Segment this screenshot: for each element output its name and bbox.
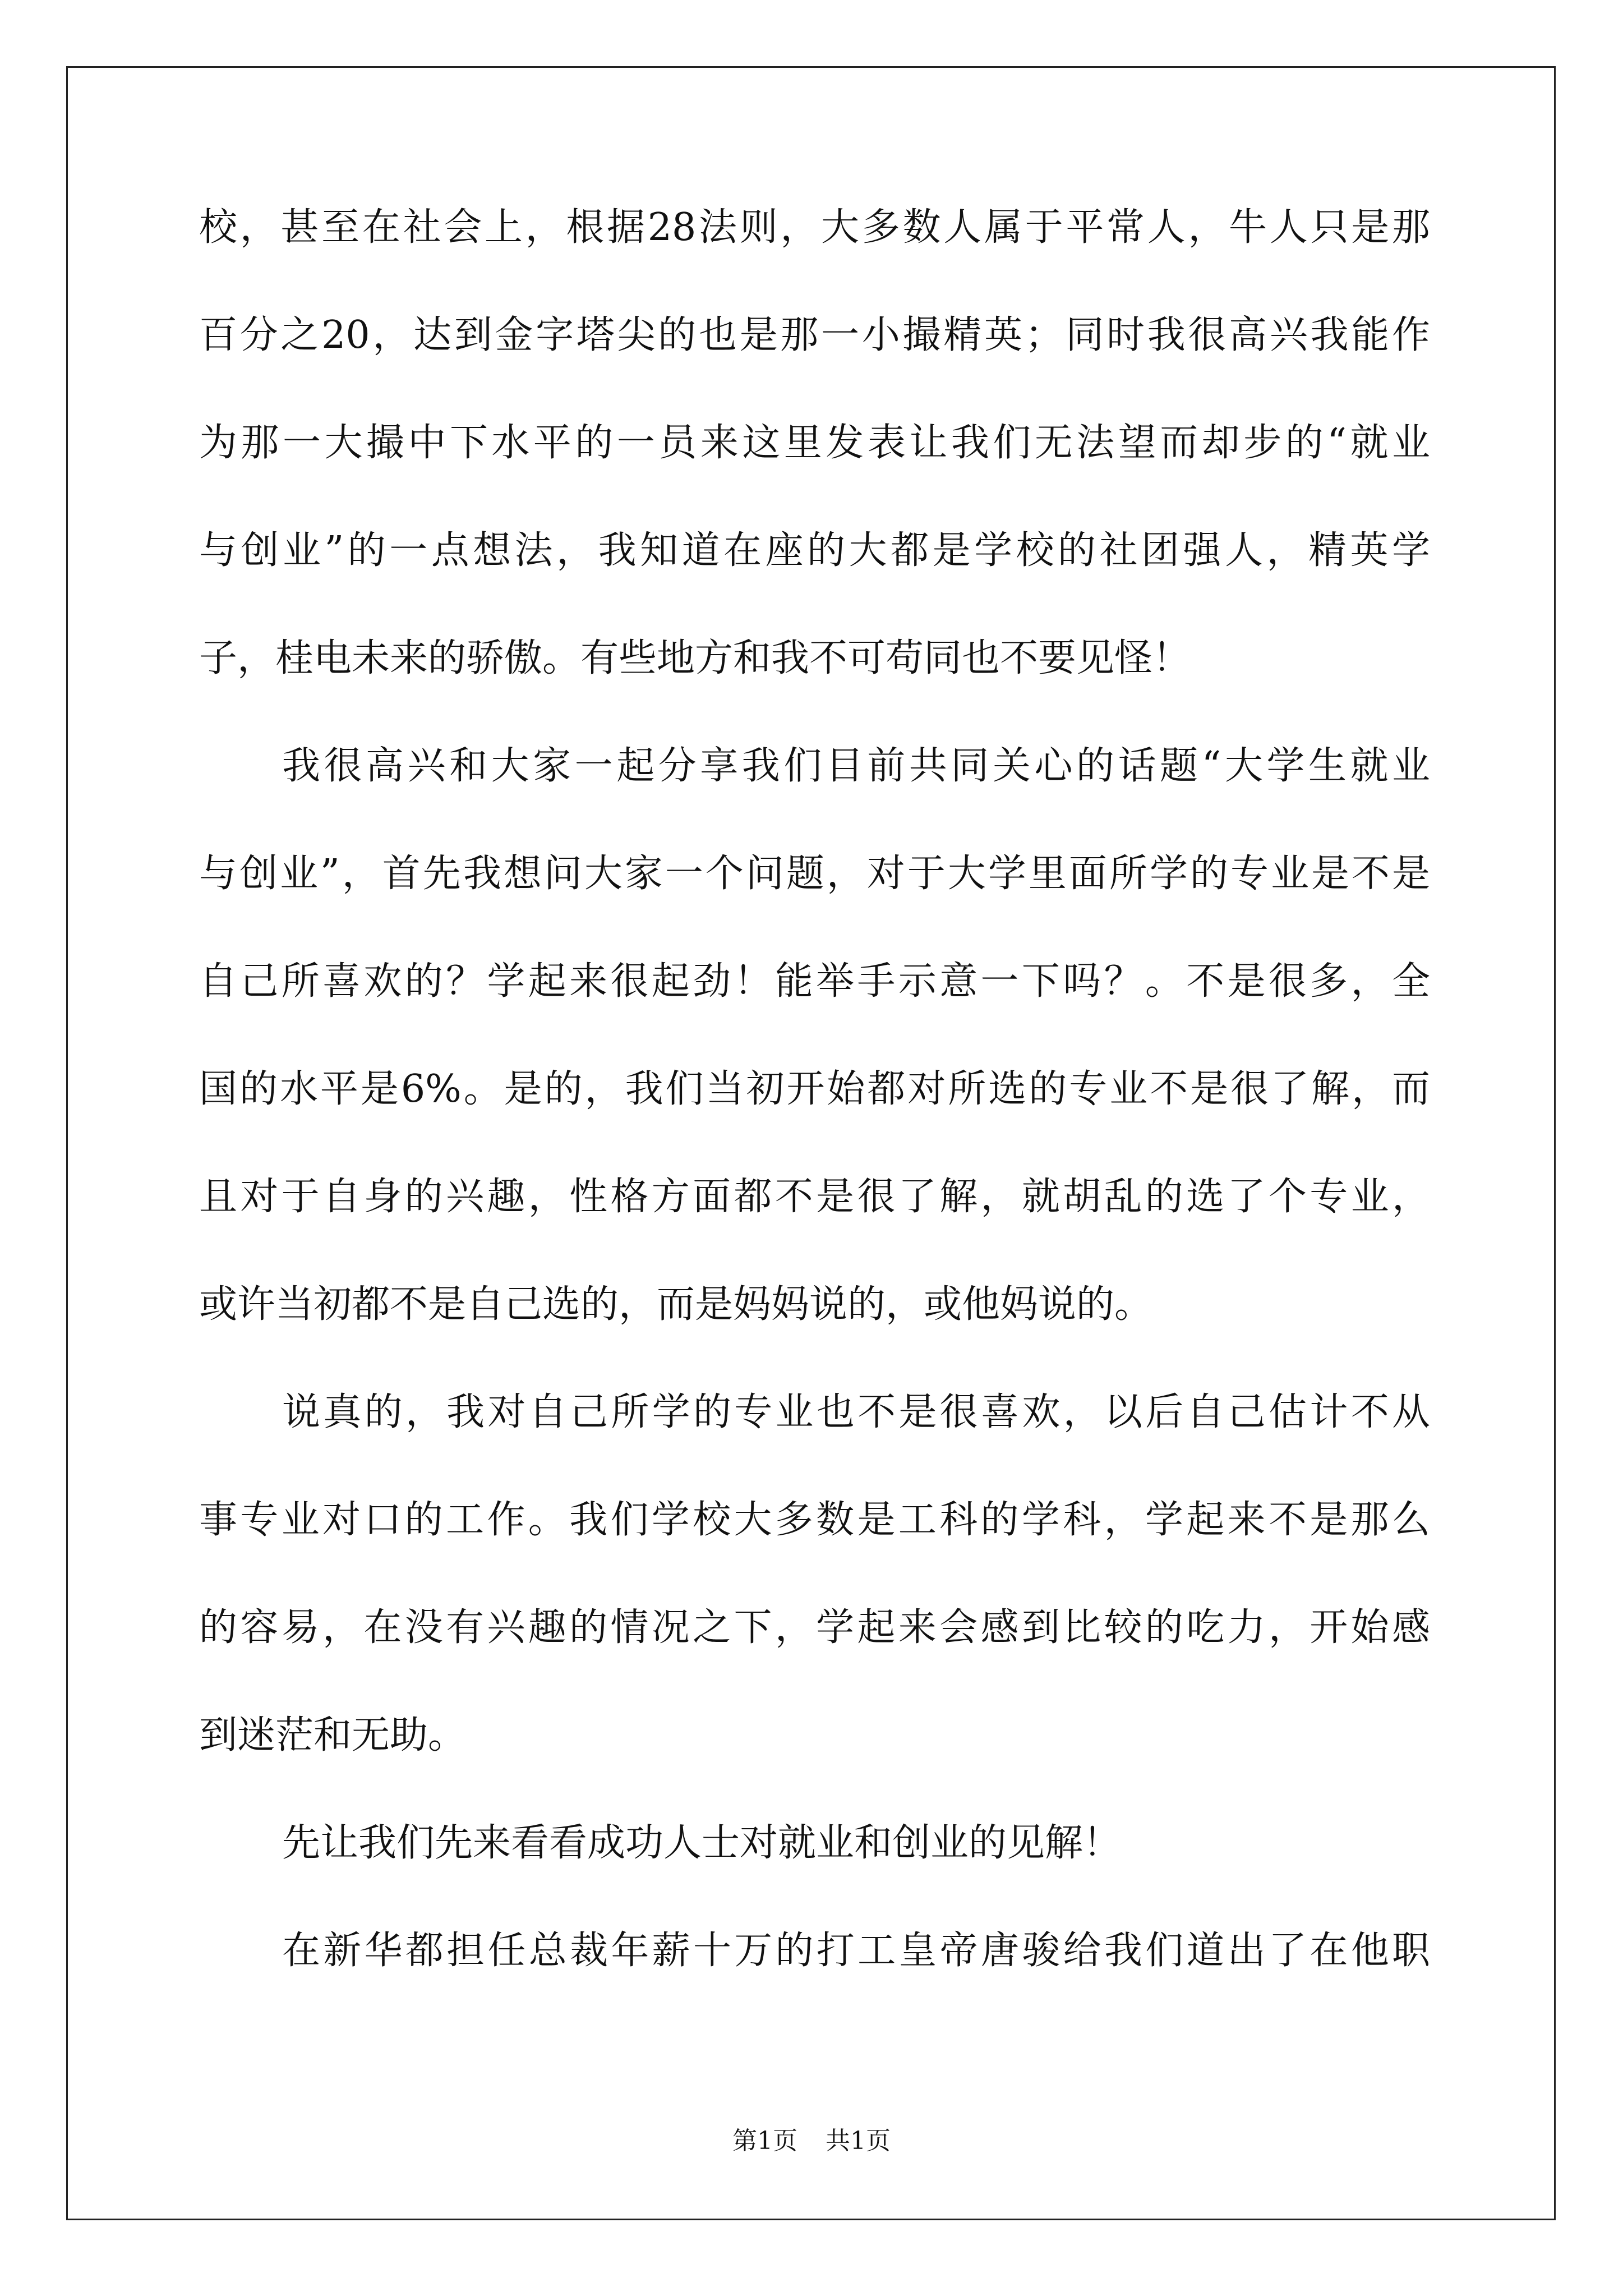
page-number-current: 第1页 [732,2127,797,2155]
paragraph-line: 校，甚至在社会上，根据28法则，大多数人属于平常人，牛人只是那 [199,205,1430,250]
paragraph-line: 国的水平是6%。是的，我们当初开始都对所选的专业不是很了解，而 [199,1067,1430,1111]
paragraph-line: 事专业对口的工作。我们学校大多数是工科的学科，学起来不是那么 [199,1498,1430,1542]
paragraph-line: 先让我们先来看看成功人士对就业和创业的见解！ [282,1821,1122,1865]
page-footer [0,2124,1623,2158]
page-border [66,66,1556,2220]
paragraph-line: 在新华都担任总裁年薪十万的打工皇帝唐骏给我们道出了在他职 [282,1929,1430,1973]
paragraph-line: 且对于自身的兴趣，性格方面都不是很了解，就胡乱的选了个专业， [199,1175,1430,1219]
paragraph-line: 或许当初都不是自己选的，而是妈妈说的，或他妈说的。 [199,1282,1153,1327]
paragraph-line: 与创业”的一点想法，我知道在座的大都是学校的社团强人，精英学 [199,528,1430,573]
paragraph-line: 自己所喜欢的？学起来很起劲！能举手示意一下吗？。不是很多，全 [199,959,1430,1004]
paragraph-line: 百分之20，达到金字塔尖的也是那一小撮精英；同时我很高兴我能作 [199,313,1430,357]
paragraph-line: 说真的，我对自己所学的专业也不是很喜欢，以后自己估计不从 [282,1390,1430,1434]
paragraph-line: 我很高兴和大家一起分享我们目前共同关心的话题“大学生就业 [282,744,1430,788]
paragraph-line: 的容易，在没有兴趣的情况之下，学起来会感到比较的吃力，开始感 [199,1605,1430,1650]
paragraph-line: 到迷茫和无助。 [199,1713,467,1757]
paragraph-line: 与创业”，首先我想问大家一个问题，对于大学里面所学的专业是不是 [199,852,1430,896]
paragraph-line: 子，桂电未来的骄傲。有些地方和我不可苟同也不要见怪！ [199,636,1191,680]
paragraph-line: 为那一大撮中下水平的一员来这里发表让我们无法望而却步的“就业 [199,421,1430,465]
page-number-total: 共1页 [826,2127,891,2155]
